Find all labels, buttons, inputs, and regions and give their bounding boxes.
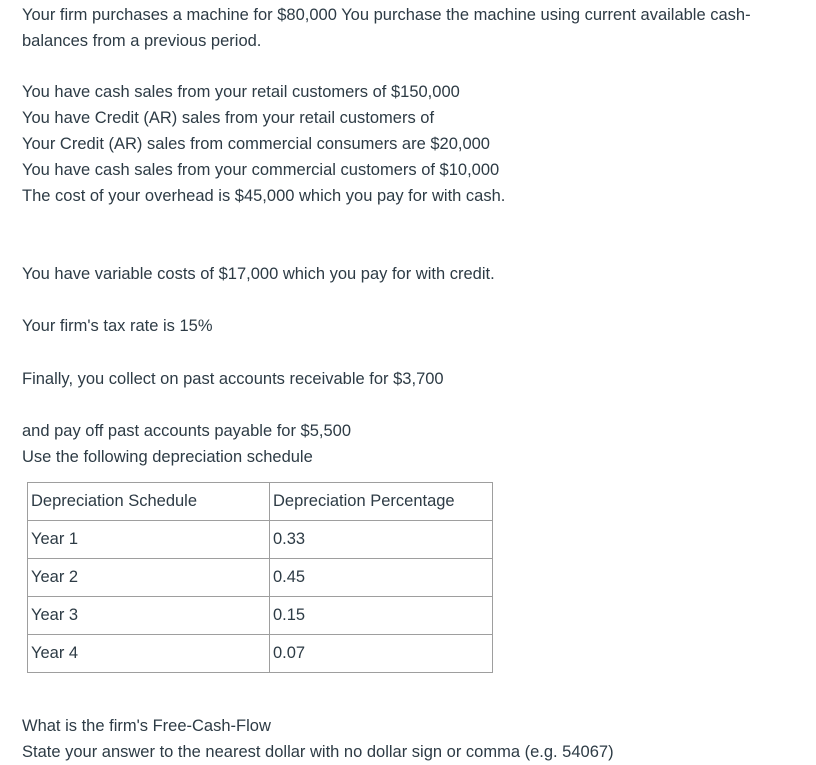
overhead-cost: The cost of your overhead is $45,000 which you pay for with cash. <box>22 187 506 205</box>
year-cell: Year 4 <box>28 635 270 673</box>
table-row <box>28 635 493 673</box>
tax-rate: Your firm's tax rate is 15% <box>22 317 213 335</box>
table-header-row <box>28 483 493 521</box>
percentage-cell: 0.07 <box>270 635 493 673</box>
pay-accounts-payable: and pay off past accounts payable for $5,500 <box>22 422 352 440</box>
percentage-cell: 0.45 <box>270 559 493 597</box>
percentage-cell: 0.33 <box>270 521 493 559</box>
credit-sales-retail: You have Credit (AR) sales from your retail customers of <box>22 109 435 127</box>
credit-sales-commercial: Your Credit (AR) sales from commercial consumers are $20,000 <box>22 135 490 153</box>
depreciation-table <box>27 482 493 673</box>
table-row <box>28 521 493 559</box>
header-depreciation-schedule: Depreciation Schedule <box>28 483 270 521</box>
header-depreciation-percentage: Depreciation Percentage <box>270 483 493 521</box>
table-row <box>28 559 493 597</box>
year-cell: Year 2 <box>28 559 270 597</box>
intro-line-1: Your firm purchases a machine for $80,000 You purchase the machine using current available cash- <box>22 6 751 24</box>
schedule-intro: Use the following depreciation schedule <box>22 448 313 466</box>
collect-accounts-receivable: Finally, you collect on past accounts receivable for $3,700 <box>22 370 444 388</box>
cash-sales-retail: You have cash sales from your retail customers of $150,000 <box>22 83 460 101</box>
question-prompt: What is the firm's Free-Cash-Flow <box>22 717 271 735</box>
cash-sales-commercial: You have cash sales from your commercial customers of $10,000 <box>22 161 500 179</box>
year-cell: Year 1 <box>28 521 270 559</box>
variable-costs: You have variable costs of $17,000 which you pay for with credit. <box>22 265 495 283</box>
table-row <box>28 597 493 635</box>
answer-instructions: State your answer to the nearest dollar with no dollar sign or comma (e.g. 54067) <box>22 743 614 761</box>
percentage-cell: 0.15 <box>270 597 493 635</box>
year-cell: Year 3 <box>28 597 270 635</box>
intro-line-2: balances from a previous period. <box>22 32 262 50</box>
